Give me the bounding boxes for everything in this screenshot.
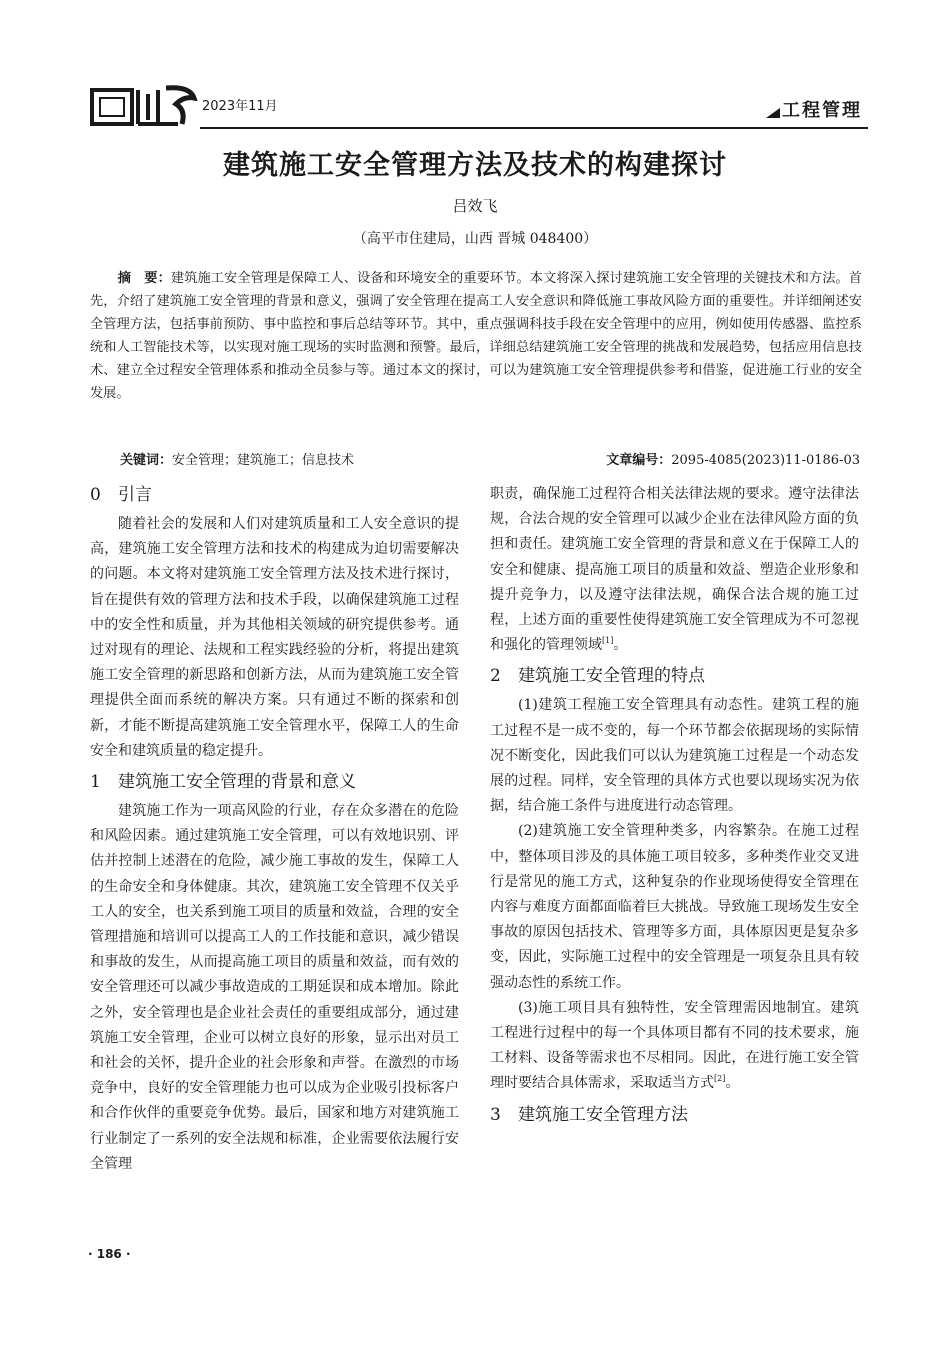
citation[interactable]: [2] (714, 1074, 726, 1084)
left-column (90, 482, 459, 1177)
abstract-label: 摘 要： (117, 271, 171, 286)
paragraph: (3)施工项目具有独特性，安全管理需因地制宜。建筑工程进行过程中的每一个具体项目都有不同的技术要求，施工材料、设备等需求也不尽相同。因此，在进行施工安全管理时要结合具体需求，采取适当方式[2]。 (490, 999, 859, 1092)
section-heading: 0 引言 (90, 485, 152, 505)
section-heading: 2 建筑施工安全管理的特点 (490, 666, 705, 687)
article-number (606, 449, 860, 468)
citation[interactable]: [1] (602, 636, 614, 646)
keywords (120, 449, 354, 468)
section-heading: 3 建筑施工安全管理方法 (490, 1104, 688, 1125)
article-number-label: 文章编号： (606, 453, 672, 468)
keywords-label: 关键词： (120, 453, 173, 468)
section-tag (766, 96, 862, 122)
paragraph: 建筑施工作为一项高风险的行业，存在众多潜在的危险和风险因素。通过建筑施工安全管理，可以有效地识别、评估并控制上述潜在的危险，减少施工事故的发生，保障工人的生命安全和身体健康。其次，建筑施工安全管理不仅关乎工人的安全，也关系到施工项目的质量和效益，合理的安全管理措施和培训可以提高工人的工作技能和意识，减少错误和事故的发生，从而提高施工项目的质量和效益，而有效的安全管理还可以减少事故造成的工期延误和成本增加。除此之外，安全管理也是企业社会责任的重要组成部分，通过建筑施工安全管理，企业可以树立良好的形象，显示出对员工和社会的关怀，提升企业的社会形象和声誉。在激烈的市场竞争中，良好的安全管理能力也可以成为企业吸引投标客户和合作伙伴的重要竞争优势。最后，国家和地方对建筑施工行业制定了一系列的安全法规和标准，企业需要依法履行安全管理 (90, 803, 459, 1172)
section-corner-icon (766, 108, 780, 118)
journal-logo-icon (90, 84, 200, 130)
paragraph: 职责，确保施工过程符合相关法律法规的要求。遵守法律法规，合法合规的安全管理可以减少企业在法律风险方面的负担和责任。建筑施工安全管理的背景和意义在于保障工人的安全和健康、提高施工项目的质量和效益、塑造企业形象和提升竞争力，以及遵守法律法规，确保合法合规的施工过程，上述方面的重要性使得建筑施工安全管理成为不可忽视和强化的管理领域[1]。 (490, 486, 859, 654)
article-number-value: 2095-4085(2023)11-0186-03 (671, 453, 860, 468)
paragraph: 随着社会的发展和人们对建筑质量和工人安全意识的提高，建筑施工安全管理方法和技术的构建成为迫切需要解决的问题。本文将对建筑施工安全管理方法及技术进行探讨，旨在提供有效的管理方法和技术手段，以确保建筑施工过程中的安全性和质量，并为其他相关领域的研究提供参考。通过对现有的理论、法规和工程实践经验的分析，将提出建筑施工安全管理的新思路和创新方法，从而为建筑施工安全管理提供全面而系统的解决方案。只有通过不断的探索和创新，才能不断提高建筑施工安全管理水平，保障工人的生命安全和建筑质量的稳定提升。 (90, 516, 459, 759)
section-label: 工程管理 (782, 100, 862, 121)
issue-date: 2023年11月 (202, 99, 278, 114)
page-number: · 186 · (88, 1247, 131, 1261)
author: 吕效飞 (452, 197, 498, 215)
affiliation: （高平市住建局，山西 晋城 048400） (352, 231, 598, 247)
paragraph: (1)建筑工程施工安全管理具有动态性。建筑工程的施工过程不是一成不变的，每一个环节都会依据现场的实际情况不断变化，因此我们可以认为建筑施工过程是一个动态发展的过程。同样，安全管理的具体方式也要以现场实况为依据，结合施工条件与进度进行动态管理。 (490, 697, 859, 815)
keywords-text: 安全管理；建筑施工；信息技术 (172, 453, 355, 468)
section-heading: 1 建筑施工安全管理的背景和意义 (90, 772, 356, 793)
paragraph: (2)建筑施工安全管理种类多，内容繁杂。在施工过程中，整体项目涉及的具体施工项目较多，多种类作业交叉进行是常见的施工方式，这种复杂的作业现场使得安全管理在内容与难度方面都面临着巨大挑战。导致施工现场发生安全事故的原因包括技术、管理等多方面，具体原因更是复杂多变，因此，实际施工过程中的安全管理是一项复杂且具有较强动态性的系统工作。 (490, 823, 859, 991)
right-column (490, 482, 859, 1132)
header-rule (200, 127, 868, 129)
abstract-text: 建筑施工安全管理是保障工人、设备和环境安全的重要环节。本文将深入探讨建筑施工安全管理的关键技术和方法。首先，介绍了建筑施工安全管理的背景和意义，强调了安全管理在提高工人安全意识和降低施工事故风险方面的重要性。并详细阐述安全管理方法，包括事前预防、事中监控和事后总结等环节。其中，重点强调科技手段在安全管理中的应用，例如使用传感器、监控系统和人工智能技术等，以实现对施工现场的实时监测和预警。最后，详细总结建筑施工安全管理的挑战和发展趋势，包括应用信息技术、建立全过程安全管理体系和推动全员参与等。通过本文的探讨，可以为建筑施工安全管理提供参考和借鉴，促进施工行业的安全发展。 (90, 271, 862, 401)
abstract (90, 268, 862, 405)
article-title: 建筑施工安全管理方法及技术的构建探讨 (223, 150, 727, 181)
